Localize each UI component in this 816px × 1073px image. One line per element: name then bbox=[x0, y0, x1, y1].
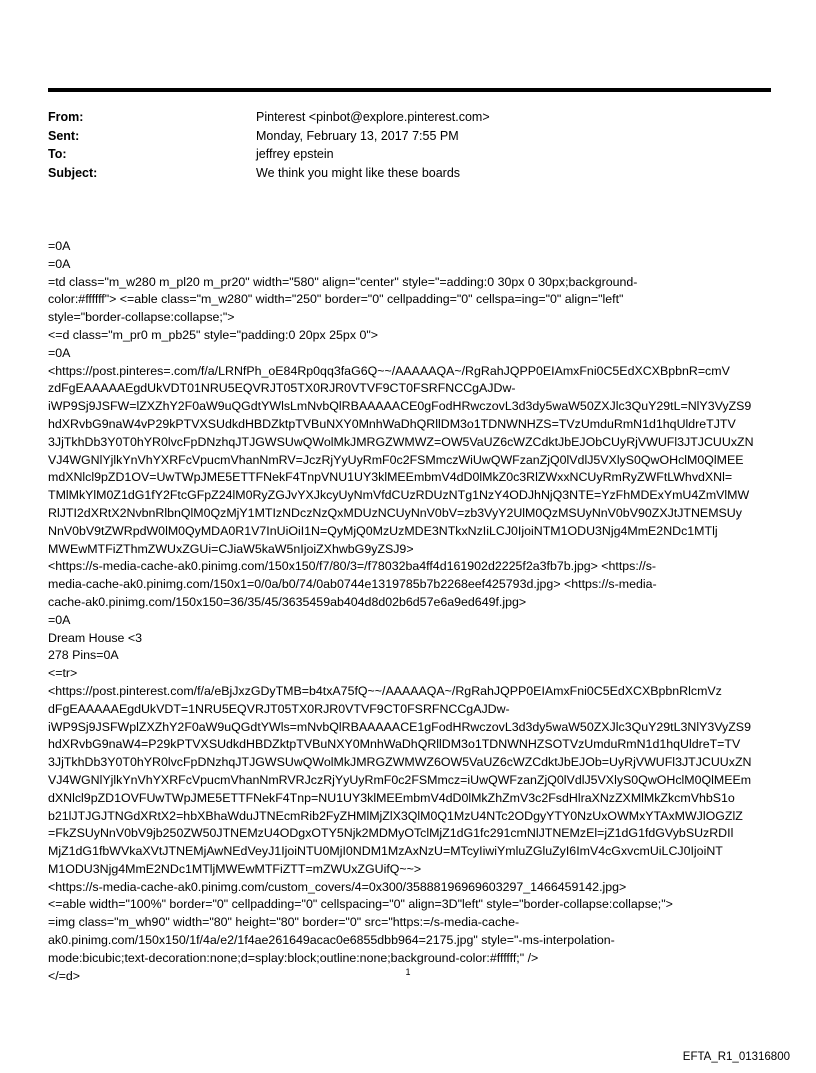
from-value: Pinterest <pinbot@explore.pinterest.com> bbox=[256, 110, 490, 124]
body-line: <https://post.pinteres=.com/f/a/LRNfPh_oE84Rp0qq3faG6Q~~/AAAAAQA~/RgRahJQPP0EIAmxFni0C5EdXCXBpbnR=cmV bbox=[48, 363, 730, 378]
body-line: =0A bbox=[48, 239, 71, 253]
body-line: <=d class="m_pr0 m_pb25" style="padding:0 20px 25px 0"> bbox=[48, 327, 378, 342]
body-line: <=able width="100%" border="0" cellpadding="0" cellspacing="0" align=3D"left" style="border-collapse:collapse;"> bbox=[48, 897, 673, 912]
sent-label: Sent: bbox=[48, 128, 80, 143]
sent-value: Monday, February 13, 2017 7:55 PM bbox=[256, 128, 459, 143]
body-line: color:#ffffff"> <=able class="m_w280" width="250" border="0" cellpadding="0" cellspa=ing="0" align="left" bbox=[48, 292, 624, 307]
body-line: cache-ak0.pinimg.com/150x150=36/35/45/3635459ab404d8d02b6d57e6a9ed649f.jpg> bbox=[48, 594, 527, 609]
to-value: jeffrey epstein bbox=[256, 147, 334, 161]
body-line: VJ4WGNlYjlkYnVhYXRFcVpucmVhanNmRV=JczRjYyUyRmF0c2FSMmczWiUwQWFzanZjQ0lVdlJ5VXlyS0QwOHclM0QlMEE bbox=[48, 452, 744, 467]
body-line: <https://s-media-cache-ak0.pinimg.com/150x150/f7/80/3=/f78032ba4ff4d161902d2225f2a3fb7b.jpg> <https://s- bbox=[48, 559, 657, 574]
body-line: =td class="m_w280 m_pl20 m_pr20" width="580" align="center" style="=adding:0 30px 0 30px;background- bbox=[48, 274, 638, 289]
body-line: =0A bbox=[48, 345, 71, 360]
body-line: RlJTI2dXRtX2NvbnRlbnQlM0QzMjY1MTIzNDczNzQxMDUzNCUyNnV0bV=zb3VyY2UlM0QzMSUyNnV0bV90ZXJtJTNEMSUy bbox=[48, 505, 742, 520]
body-line: style="border-collapse:collapse;"> bbox=[48, 310, 235, 325]
body-line: ak0.pinimg.com/150x150/1f/4a/e2/1f4ae261649acac0e6855dbb964=2175.jpg" style="-ms-interpolation- bbox=[48, 933, 615, 948]
body-line: 3JjTkhDb3Y0T0hYR0lvcFpDNzhqJTJGWSUwQWolMkJMRGZWMWZ6OW5VaUZ6cWZCdktJbEJOb=UyRjVWUFl3JTJCUUxZN bbox=[48, 755, 752, 770]
body-line: <https://post.pinterest.com/f/a/eBjJxzGDyTMB=b4txA75fQ~~/AAAAAQA~/RgRahJQPP0EIAmxFni0C5EdXCXBpbnRlcmVz bbox=[48, 683, 722, 698]
subject-label: Subject: bbox=[48, 165, 98, 180]
body-line: M1ODU3Njg4MmE2NDc1MTljMWEwMTFiZTT=mZWUxZGUifQ~~> bbox=[48, 861, 422, 876]
document-id: EFTA_R1_01316800 bbox=[682, 1051, 790, 1063]
body-line: hdXRvbG9naW4=P29kPTVXSUdkdHBDZktpTVBuNXY0MnhWaDhQRllDM3o1TDNWNHZSOTVzUmduRmN1d1hqUldreT=TV bbox=[48, 737, 741, 752]
body-line: media-cache-ak0.pinimg.com/150x1=0/0a/b0/74/0ab0744e1319785b7b2268eef425793d.jpg> <https://s-media- bbox=[48, 577, 657, 592]
body-line: <https://s-media-cache-ak0.pinimg.com/custom_covers/4=0x300/35888196969603297_1466459142.jpg> bbox=[48, 879, 627, 894]
body-line: VJ4WGNlYjlkYnVhYXRFcVpucmVhanNmRVRJczRjYyUyRmF0c2FSMmcz=iUwQWFzanZjQ0lVdlJ5VXlyS0QwOHclM0QlMEEm bbox=[48, 772, 752, 787]
body-line: iWP9Sj9JSFWplZXZhY2F0aW9uQGdtYWls=mNvbQlRBAAAAACE1gFodHRwczovL3d3dy5waW50ZXJlc3QuY29tL3NlY3VyZS9 bbox=[48, 719, 751, 734]
body-line: dFgEAAAAAEgdUkVDT=1NRU5EQVRJT05TX0RJR0VTVF9CT0FSRFNCCgAJDw- bbox=[48, 701, 510, 716]
subject-value: We think you might like these boards bbox=[256, 165, 461, 180]
sent-row bbox=[48, 127, 771, 146]
body-line: Dream House <3 bbox=[48, 630, 143, 645]
body-line: =0A bbox=[48, 256, 71, 271]
subject-row bbox=[48, 164, 771, 183]
body-line: dXNlcl9pZD1OVFUwTWpJME5ETTFNekF4Tnp=NU1UY3klMEEmbmV4dD0lMkZhZmV3c2FsdHlraXNzZXMlMkZkcmVhbS1o bbox=[48, 790, 735, 805]
to-label: To: bbox=[48, 147, 67, 161]
body-line: MjZ1dG1fbWVkaXVtJTNEMjAwNEdVeyJ1IjoiNTU0MjI0NDM1MzAxNzU=MTcyIiwiYmluZGluZyI6ImV4cGxvcmUiLCJ0IjoiNT bbox=[48, 844, 723, 859]
body-line: TMlMkYlM0Z1dG1fY2FtcGFpZ24lM0RyZGJvYXJkcyUyNmVfdCUzRDUzNTg1NzY4ODJhNjQ3NTE=YzFhMDExYmU4ZmVlMW bbox=[48, 488, 750, 503]
body-line: 278 Pins=0A bbox=[48, 648, 119, 663]
body-line: b21lJTJGJTNGdXRtX2=hbXBhaWduJTNEcmRib2FyZHMlMjZlX3QlM0Q1MzU4NTc2ODgyYTY0NzUxOWMxYTAxMWJlOGZlZ bbox=[48, 808, 743, 823]
email-body bbox=[48, 238, 772, 985]
page-number: 1 bbox=[405, 967, 411, 977]
to-row bbox=[48, 145, 771, 164]
body-line: mode:bicubic;text-decoration:none;d=splay:block;outline:none;background-color:#ffffff;" /> bbox=[48, 950, 539, 965]
body-line: <=tr> bbox=[48, 666, 78, 681]
body-line: =0A bbox=[48, 612, 71, 627]
header-divider bbox=[48, 88, 771, 92]
body-line: 3JjTkhDb3Y0T0hYR0lvcFpDNzhqJTJGWSUwQWolMkJMRGZWMWZ=OW5VaUZ6cWZCdktJbEJObCUyRjVWUFl3JTJCUUxZN bbox=[48, 434, 754, 449]
body-line: =img class="m_wh90" width="80" height="80" border="0" src="https:=/s-media-cache- bbox=[48, 915, 520, 930]
body-line: </=d> bbox=[48, 968, 81, 983]
body-line: hdXRvbG9naW4vP29kPTVXSUdkdHBDZktpTVBuNXY0MnhWaDhQRllDM3o1TDNWNHZS=TVzUmduRmN1d1hqUldreTJTV bbox=[48, 416, 736, 431]
body-line: =FkZSUyNnV0bV9jb250ZW50JTNEMzU4ODgxOTY5Njk2MDMyOTclMjZ1dG1fc291cmNlJTNEMzEl=jZ1dG1fdGVybSUzRDIl bbox=[48, 826, 734, 841]
body-line: zdFgEAAAAAEgdUkVDT01NRU5EQVRJT05TX0RJR0VTVF9CT0FSRFNCCgAJDw- bbox=[48, 381, 516, 396]
body-line: NnV0bV9tZWRpdW0lM0QyMDA0R1V7InUiOiI1N=QyMjQ0MzUzMDE3NTkxNzIiLCJ0IjoiNTM1ODU3Njg4MmE2NDc1MTlj bbox=[48, 523, 718, 538]
body-line: mdXNlcl9pZD1OV=UwTWpJME5ETTFNekF4TnpVNU1UY3klMEEmbmV4dD0lMkZ0c3RlZWxxNCUyRmRyZWFtLWhvdXNl= bbox=[48, 470, 733, 485]
body-line: iWP9Sj9JSFW=lZXZhY2F0aW9uQGdtYWlsLmNvbQlRBAAAAACE0gFodHRwczovL3d3dy5waW50ZXJlc3QuY29tL=NlY3VyZS9 bbox=[48, 399, 752, 414]
from-row bbox=[48, 108, 771, 127]
body-line: MWEwMTFiZThmZWUxZGUi=CJiaW5kaW5nIjoiZXhwbG9yZSJ9> bbox=[48, 541, 414, 556]
email-header bbox=[48, 108, 771, 182]
from-label: From: bbox=[48, 110, 84, 124]
